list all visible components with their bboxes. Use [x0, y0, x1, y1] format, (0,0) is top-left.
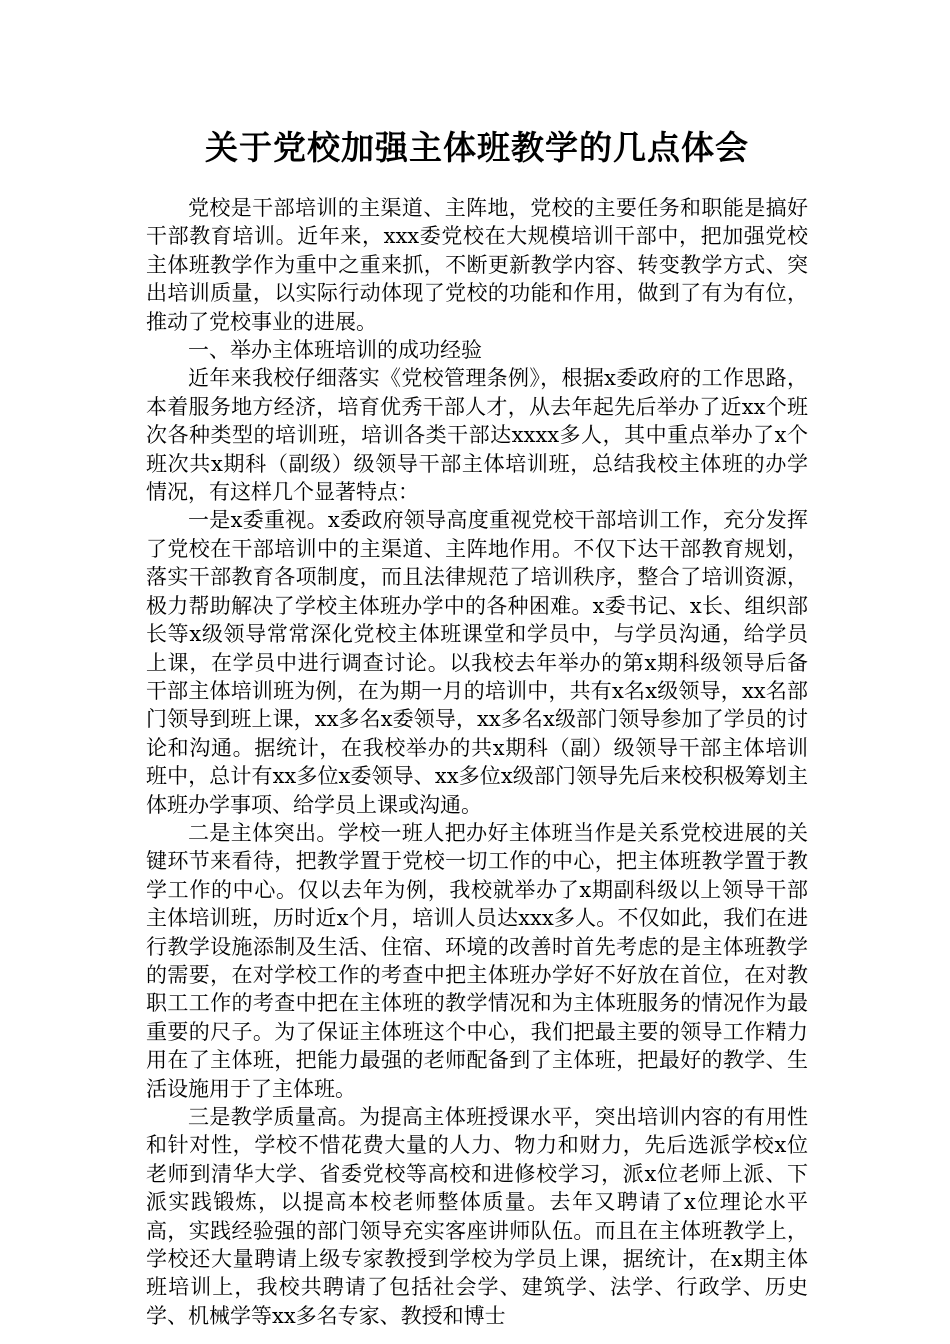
document-page	[146, 118, 808, 1330]
body-paragraph: 三是教学质量高。为提高主体班授课水平，突出培训内容的有用性和针对性，学校不惜花费大量的人力、物力和财力，先后选派学校x位老师到清华大学、省委党校等高校和进修校学习，派x位老师上派、下派实践锻炼，以提高本校老师整体质量。去年又聘请了x位理论水平高，实践经验强的部门领导充实客座讲师队伍。而且在主体班教学上，学校还大量聘请上级专家教授到学校为学员上课，据统计，在x期主体班培训上，我校共聘请了包括社会学、建筑学、法学、行政学、历史学、机械学等xx多名专家、教授和博士	[146, 1105, 808, 1328]
intro-paragraph: 党校是干部培训的主渠道、主阵地，党校的主要任务和职能是搞好干部教育培训。近年来，xxx委党校在大规模培训干部中，把加强党校主体班教学作为重中之重来抓，不断更新教学内容、转变教学方式、突出培训质量，以实际行动体现了党校的功能和作用，做到了有为有位，推动了党校事业的进展。	[146, 196, 808, 334]
body-paragraph: 二是主体突出。学校一班人把办好主体班当作是关系党校进展的关键环节来看待，把教学置于党校一切工作的中心，把主体班教学置于教学工作的中心。仅以去年为例，我校就举办了x期副科级以上领导干部主体培训班，历时近x个月，培训人员达xxx多人。不仅如此，我们在进行教学设施添制及生活、住宿、环境的改善时首先考虑的是主体班教学的需要，在对学校工作的考查中把主体班办学好不好放在首位，在对教职工工作的考查中把在主体班的教学情况和为主体班服务的情况作为最重要的尺子。为了保证主体班这个中心，我们把最主要的领导工作精力用在了主体班，把能力最强的老师配备到了主体班，把最好的教学、生活设施用于了主体班。	[146, 820, 808, 1101]
section-heading: 一、举办主体班培训的成功经验	[188, 338, 482, 363]
body-paragraph: 一是x委重视。x委政府领导高度重视党校干部培训工作，充分发挥了党校在干部培训中的主渠道、主阵地作用。不仅下达干部教育规划，落实干部教育各项制度，而且法律规范了培训秩序，整合了培训资源，极力帮助解决了学校主体班办学中的各种困难。x委书记、x长、组织部长等x级领导常常深化党校主体班课堂和学员中，与学员沟通，给学员上课，在学员中进行调查讨论。以我校去年举办的第x期科级领导后备干部主体培训班为例，在为期一月的培训中，共有x名x级领导，xx名部门领导到班上课，xx多名x委领导，xx多名x级部门领导参加了学员的讨论和沟通。据统计，在我校举办的共x期科（副）级领导干部主体培训班中，总计有xx多位x委领导、xx多位x级部门领导先后来校积极筹划主体班办学事项、给学员上课或沟通。	[146, 508, 808, 817]
body-paragraph: 近年来我校仔细落实《党校管理条例》，根据x委政府的工作思路，本着服务地方经济，培育优秀干部人才，从去年起先后举办了近xx个班次各种类型的培训班，培训各类干部达xxxx多人，其中重点举办了x个班次共x期科（副级）级领导干部主体培训班，总结我校主体班的办学情况，有这样几个显著特点：	[146, 366, 808, 505]
document-title: 关于党校加强主体班教学的几点体会	[205, 128, 749, 167]
